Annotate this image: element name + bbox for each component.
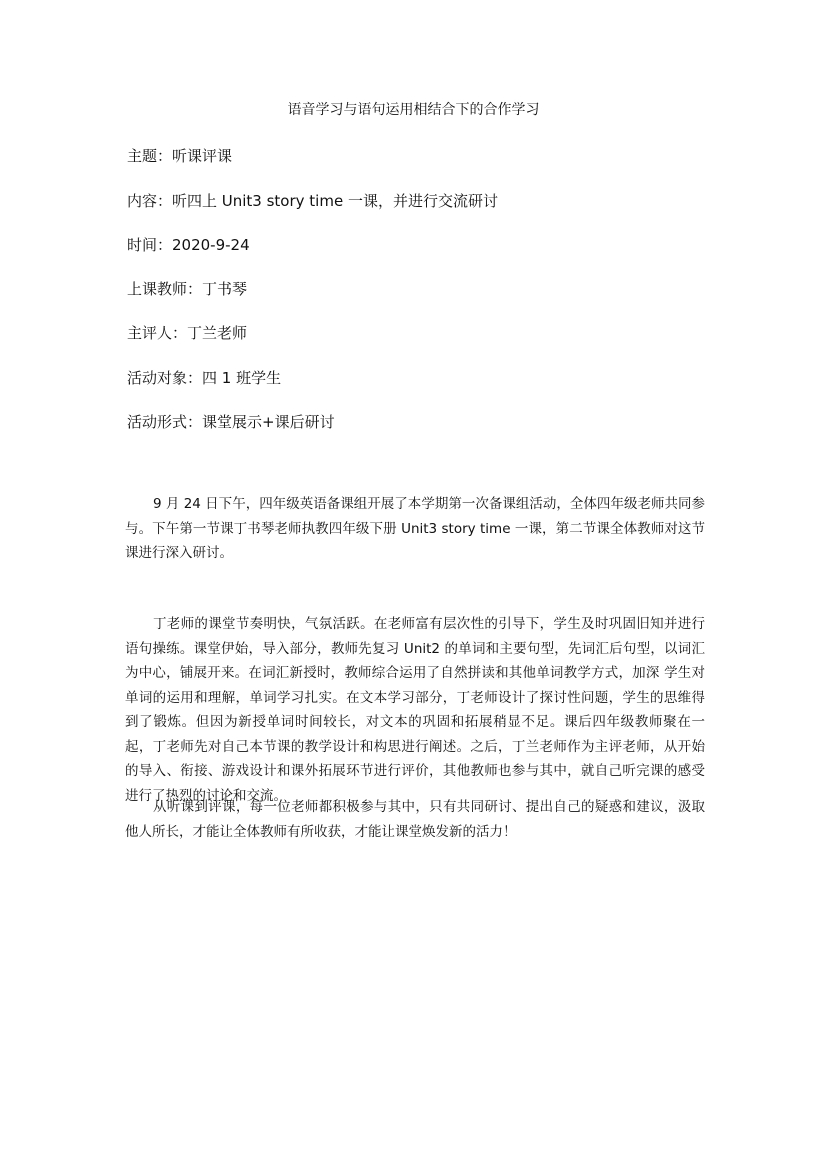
info-teacher: 上课教师：丁书琴 xyxy=(127,280,248,298)
body-paragraph-3: 从听课到评课，每一位老师都积极参与其中，只有共同研讨、提出自己的疑惑和建议，汲取他人所长，才能让全体教师有所收获，才能让课堂焕发新的活力！ xyxy=(125,799,705,840)
info-content: 内容：听四上 Unit3 story time 一课，并进行交流研讨 xyxy=(127,192,498,210)
document-title: 语音学习与语句运用相结合下的合作学习 xyxy=(287,102,540,118)
info-format: 活动形式：课堂展示+课后研讨 xyxy=(127,413,335,431)
info-theme: 主题：听课评课 xyxy=(127,147,233,165)
info-reviewer: 主评人：丁兰老师 xyxy=(127,324,248,342)
body-paragraph-1: 9 月 24 日下午，四年级英语备课组开展了本学期第一次备课组活动，全体四年级老师共同参与。下午第一节课丁书琴老师执教四年级下册 Unit3 story time 一课，第二节课全体教师对这节课进行深入研讨。 xyxy=(125,496,705,561)
info-time: 时间：2020-9-24 xyxy=(127,236,250,254)
body-paragraph-2: 丁老师的课堂节奏明快，气氛活跃。在老师富有层次性的引导下，学生及时巩固旧知并进行语句操练。课堂伊始，导入部分，教师先复习 Unit2 的单词和主要句型，先词汇后句型，以词汇为中心，铺展开来。在词汇新授时，教师综合运用了自然拼读和其他单词教学方式，加深 学生对单词的运用和理解，单词学习扎实。在文本学习部分，丁老师设计了探讨性问题，学生的思维得到了锻炼。但因为新授单词时间较长，对文本的巩固和拓展稍显不足。课后四年级教师聚在一起，丁老师先对自己本节课的教学设计和构思进行阐述。之后，丁兰老师作为主评老师，从开始的导入、衔接、游戏设计和课外拓展环节进行评价，其他教师也参与其中，就自己听完课的感受进行了热烈的讨论和交流。 xyxy=(125,616,705,804)
info-audience: 活动对象：四 1 班学生 xyxy=(127,369,282,387)
